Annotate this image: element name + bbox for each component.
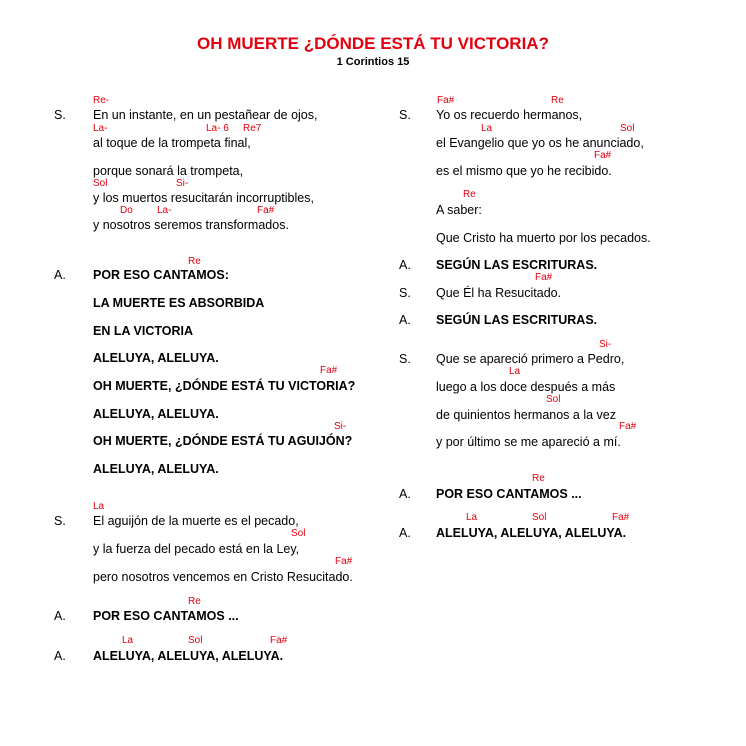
lyric-line: y los muertos resucitarán incorruptibles, [93,191,314,205]
section-mark: A. [399,258,411,272]
chord: Fa# [335,556,353,567]
chord: La- [93,123,108,134]
chord: Si- [599,339,612,350]
lyric-line: En un instante, en un pestañear de ojos, [93,108,318,122]
section-mark: A. [54,649,66,663]
chord: Re [188,256,201,267]
chord: Sol [93,178,108,189]
chord: Re [551,95,564,106]
lyric-line: Que Cristo ha muerto por los pecados. [436,231,651,245]
lyric-line: y la fuerza del pecado está en la Ley, [93,542,300,556]
section-mark: S. [399,286,411,300]
lyric-line: ALELUYA, ALELUYA, ALELUYA. [93,649,284,663]
chord: Sol [291,528,306,539]
chord: Re [463,189,476,200]
chord: Fa# [619,421,637,432]
chord: Re- [93,95,110,106]
lyric-line: POR ESO CANTAMOS ... [436,487,582,501]
lyric-line: SEGÚN LAS ESCRITURAS. [436,313,598,327]
section-mark: S. [54,514,66,528]
lyric-line: ALELUYA, ALELUYA. [93,351,219,365]
chord: La [481,123,493,134]
chord: Fa# [257,205,275,216]
lyric-line: el Evangelio que yo os he anunciado, [436,136,644,150]
chord: La [509,366,521,377]
lyric-line: y por último se me apareció a mí. [436,435,621,449]
chord: Fa# [612,512,630,523]
chord: Fa# [594,150,612,161]
lyric-line: SEGÚN LAS ESCRITURAS. [436,258,598,272]
lyric-line: ALELUYA, ALELUYA, ALELUYA. [436,526,627,540]
lyric-line: A saber: [436,203,482,217]
chord: Sol [532,512,547,523]
section-mark: S. [54,108,66,122]
lyric-line: POR ESO CANTAMOS: [93,268,229,282]
lyric-line: al toque de la trompeta final, [93,136,251,150]
chord: La- [157,205,172,216]
song-reference: 1 Corintios 15 [336,56,410,68]
lyric-line: porque sonará la trompeta, [93,164,244,178]
chord: Re [532,473,545,484]
section-mark: S. [399,352,411,366]
lyric-line: pero nosotros vencemos en Cristo Resucitado. [93,570,353,584]
chord: Sol [188,635,203,646]
lyric-line: LA MUERTE ES ABSORBIDA [93,296,265,310]
chord: Re7 [243,123,262,134]
lyric-line: es el mismo que yo he recibido. [436,164,612,178]
section-mark: A. [399,487,411,501]
lyric-line: de quinientos hermanos a la vez [436,408,616,422]
lyric-line: EN LA VICTORIA [93,324,194,338]
chord: Re [188,596,201,607]
chord: Sol [546,394,561,405]
section-mark: A. [54,268,66,282]
section-mark: S. [399,108,411,122]
chord: La- 6 [206,123,229,134]
lyric-line: y nosotros seremos transformados. [93,218,289,232]
chord: La [93,501,105,512]
lyric-line: Yo os recuerdo hermanos, [436,108,583,122]
lyric-line: OH MUERTE, ¿DÓNDE ESTÁ TU VICTORIA? [93,379,356,393]
section-mark: A. [54,609,66,623]
lyric-line: luego a los doce después a más [436,380,616,394]
chord: Fa# [270,635,288,646]
lyric-line: Que se apareció primero a Pedro, [436,352,625,366]
lyric-line: ALELUYA, ALELUYA. [93,462,219,476]
lyric-line: El aguijón de la muerte es el pecado, [93,514,299,528]
section-mark: A. [399,526,411,540]
chord: La [466,512,478,523]
chord: Si- [176,178,189,189]
chord: Fa# [437,95,455,106]
lyric-line: OH MUERTE, ¿DÓNDE ESTÁ TU AGUIJÓN? [93,434,353,448]
chord: Fa# [320,365,338,376]
lyric-line: ALELUYA, ALELUYA. [93,407,219,421]
lyric-line: POR ESO CANTAMOS ... [93,609,239,623]
song-title: OH MUERTE ¿DÓNDE ESTÁ TU VICTORIA? [197,34,549,53]
chord: Sol [620,123,635,134]
chord: Fa# [535,272,553,283]
lyric-line: Que Él ha Resucitado. [436,286,562,300]
section-mark: A. [399,313,411,327]
chord: Do [120,205,133,216]
chord: La [122,635,134,646]
chord: Si- [334,421,347,432]
